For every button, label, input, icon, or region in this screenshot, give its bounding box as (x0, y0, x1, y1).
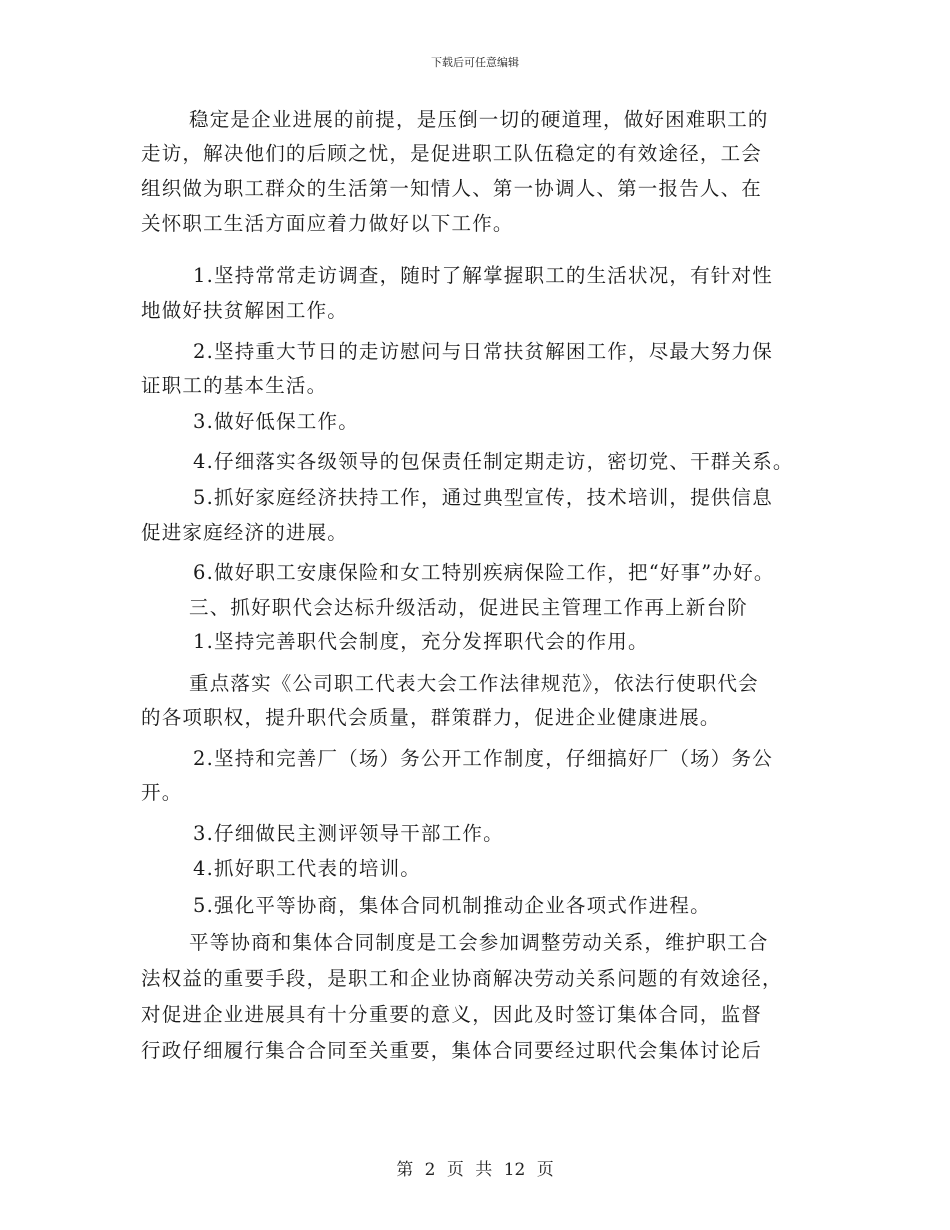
text-line: 2.坚持和完善厂（场）务公开工作制度，仔细搞好厂（场）务公 (193, 747, 773, 770)
text-line: 法权益的重要手段，是职工和企业协商解决劳动关系问题的有效途径， (141, 967, 783, 990)
page-header: 下载后可任意编辑 (431, 56, 519, 69)
text-line: 4.仔细落实各级领导的包保责任制定期走访，密切党、干群关系。 (193, 450, 794, 473)
text-line: 1.坚持完善职代会制度，充分发挥职代会的作用。 (193, 630, 649, 653)
text-line: 促进家庭经济的进展。 (141, 521, 349, 544)
section-heading: 三、抓好职代会达标升级活动，促进民主管理工作再上新台阶 (189, 596, 748, 619)
text-line: 对促进企业进展具有十分重要的意义，因此及时签订集体合同，监督 (141, 1003, 763, 1026)
text-line: 组织做为职工群众的生活第一知情人、第一协调人、第一报告人、在 (141, 177, 763, 200)
text-line: 平等协商和集体合同制度是工会参加调整劳动关系，维护职工合 (189, 931, 769, 954)
text-line: 行政仔细履行集合合同至关重要，集体合同要经过职代会集体讨论后 (141, 1039, 763, 1062)
page-footer: 第 2 页 共 12 页 (396, 1160, 554, 1180)
text-line: 走访，解决他们的后顾之忧，是促进职工队伍稳定的有效途径，工会 (141, 142, 763, 165)
text-line: 3.做好低保工作。 (193, 410, 359, 433)
text-line: 的各项职权，提升职代会质量，群策群力，促进企业健康进展。 (141, 706, 721, 729)
text-line: 重点落实《公司职工代表大会工作法律规范》，依法行使职代会 (189, 672, 759, 695)
text-line: 开。 (141, 781, 183, 804)
text-line: 5.强化平等协商，集体合同机制推动企业各项式作进程。 (193, 894, 711, 917)
text-line: 关怀职工生活方面应着力做好以下工作。 (141, 212, 514, 235)
text-line: 3.仔细做民主测评领导干部工作。 (193, 822, 504, 845)
text-line: 证职工的基本生活。 (141, 374, 328, 397)
text-line: 5.抓好家庭经济扶持工作，通过典型宣传，技术培训，提供信息 (193, 486, 773, 509)
text-line: 地做好扶贫解困工作。 (141, 299, 349, 322)
text-line: 2.坚持重大节日的走访慰问与日常扶贫解困工作，尽最大努力保 (193, 340, 773, 363)
text-line: 稳定是企业进展的前提，是压倒一切的硬道理，做好困难职工的 (189, 108, 769, 131)
text-line: 6.做好职工安康保险和女工特别疾病保险工作，把“好事”办好。 (193, 561, 775, 584)
text-line: 4.抓好职工代表的培训。 (193, 857, 422, 880)
text-line: 1.坚持常常走访调查，随时了解掌握职工的生活状况，有针对性 (193, 264, 773, 287)
